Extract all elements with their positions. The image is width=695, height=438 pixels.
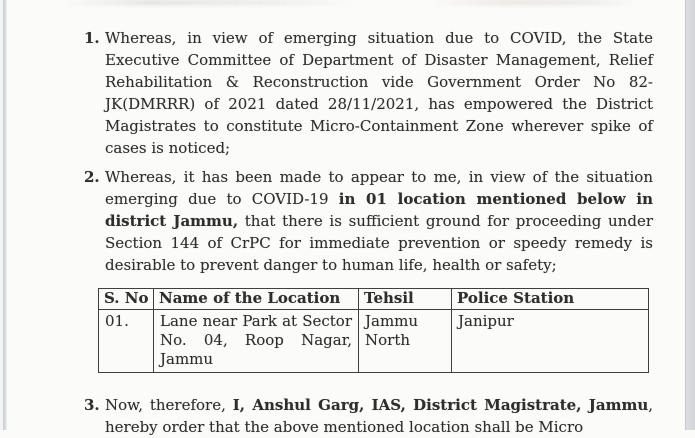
photo-artifact bbox=[430, 0, 640, 5]
photo-artifact bbox=[60, 0, 360, 5]
text-run: , hereby order that the above mentioned location shall be Micro bbox=[105, 396, 654, 436]
clause-number: 1. bbox=[84, 29, 100, 47]
order-clause-1 bbox=[84, 27, 653, 159]
clause-text bbox=[105, 27, 653, 159]
text-run-bold: I, Anshul Garg, IAS, District Magistrate, Jammu bbox=[232, 396, 649, 414]
column-header: Police Station bbox=[452, 289, 649, 310]
text-run-bold: in 01 location mentioned below in district Jammu, bbox=[105, 190, 653, 230]
clause-text bbox=[105, 394, 653, 438]
text-run: that there is sufficient ground for proceeding under Section 144 of CrPC for immediate prevention or speedy remedy is desirable to prevent danger to human life, health or safety; bbox=[105, 212, 653, 274]
column-header: Name of the Location bbox=[154, 289, 359, 310]
column-header: S. No bbox=[99, 289, 154, 310]
table-cell: 01. bbox=[99, 310, 154, 373]
clauses-after-table bbox=[84, 394, 653, 438]
location-table bbox=[98, 288, 649, 373]
clause-number: 3. bbox=[84, 396, 100, 414]
text-run: Whereas, in view of emerging situation due to COVID, the State Executive Committee of Department of Disaster Management, Relief Rehabilitation & Reconstruction vide Government Order No 82-JK(DMRRR) of 2021 dated 28/11/2021, has empowered the District Magistrates to constitute Micro-Containment Zone wherever spike of cases is noticed; bbox=[105, 29, 653, 157]
page-right-edge bbox=[685, 0, 695, 430]
table-header-row bbox=[99, 289, 649, 310]
clause-text bbox=[105, 166, 653, 276]
column-header: Tehsil bbox=[359, 289, 452, 310]
text-run: Now, therefore, bbox=[105, 396, 233, 414]
order-body bbox=[84, 27, 653, 438]
table-cell: Janipur bbox=[452, 310, 649, 373]
clause-number: 2. bbox=[84, 168, 100, 186]
page-left-edge-line bbox=[3, 0, 7, 430]
table-row bbox=[99, 310, 649, 373]
text-run: Whereas, it has been made to appear to me, in view of the situation emerging due to COVID-19 bbox=[105, 168, 653, 208]
table-cell: Lane near Park at Sector No. 04, Roop Nagar, Jammu bbox=[154, 310, 359, 373]
order-clause-2 bbox=[84, 166, 653, 276]
order-clause-3 bbox=[84, 394, 653, 438]
table-cell: Jammu North bbox=[359, 310, 452, 373]
clauses-before-table bbox=[84, 27, 653, 276]
